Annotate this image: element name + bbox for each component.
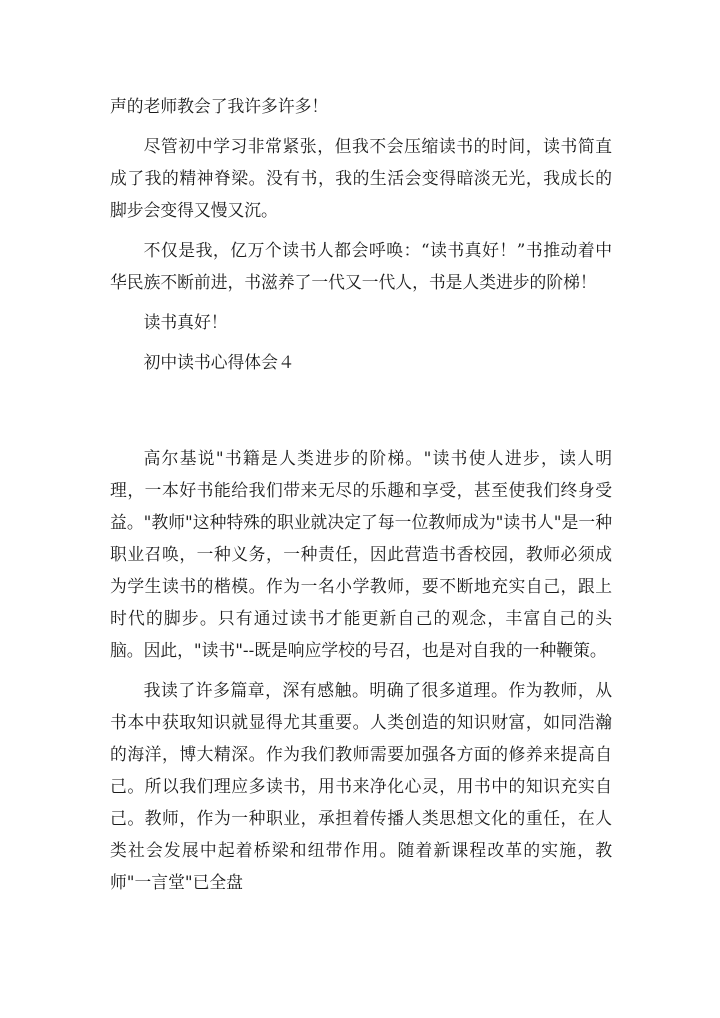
paragraph-1: 声的老师教会了我许多许多！ (110, 96, 329, 116)
section-heading: 初中读书心得体会４ (143, 352, 295, 372)
paragraph-5: 高尔基说"书籍是人类进步的阶梯。"读书使人进步，读人明理，一本好书能给我们带来无尽的乐趣和享受，甚至使我们终身受益。"教师"这种特殊的职业就决定了每一位教师成为"读书人"是一种职业召唤，一种义务，一种责任，因此营造书香校园，教师必须成为学生读书的楷模。作为一名小学教师，要不断地充实自己，跟上时代的脚步。只有通过读书才能更新自己的观念，丰富自己的头脑。因此，"读书"--既是响应学校的号召，也是对自我的一种鞭策。 (110, 448, 612, 660)
document-body (110, 90, 612, 898)
paragraph-4: 读书真好！ (143, 312, 228, 332)
paragraph-3: 不仅是我，亿万个读书人都会呼唤：“读书真好！”书推动着中华民族不断前进，书滋养了一代又一代人，书是人类进步的阶梯！ (110, 240, 612, 292)
paragraph-2: 尽管初中学习非常紧张，但我不会压缩读书的时间，读书简直成了我的精神脊梁。没有书，我的生活会变得暗淡无光，我成长的脚步会变得又慢又沉。 (110, 136, 612, 220)
paragraph-6: 我读了许多篇章，深有感触。明确了很多道理。作为教师，从书本中获取知识就显得尤其重要。人类创造的知识财富，如同浩瀚的海洋，博大精深。作为我们教师需要加强各方面的修养来提高自己。所以我们理应多读书，用书来净化心灵，用书中的知识充实自己。教师，作为一种职业，承担着传播人类思想文化的重任，在人类社会发展中起着桥梁和纽带作用。随着新课程改革的实施，教师"一言堂"已全盘 (110, 680, 612, 892)
